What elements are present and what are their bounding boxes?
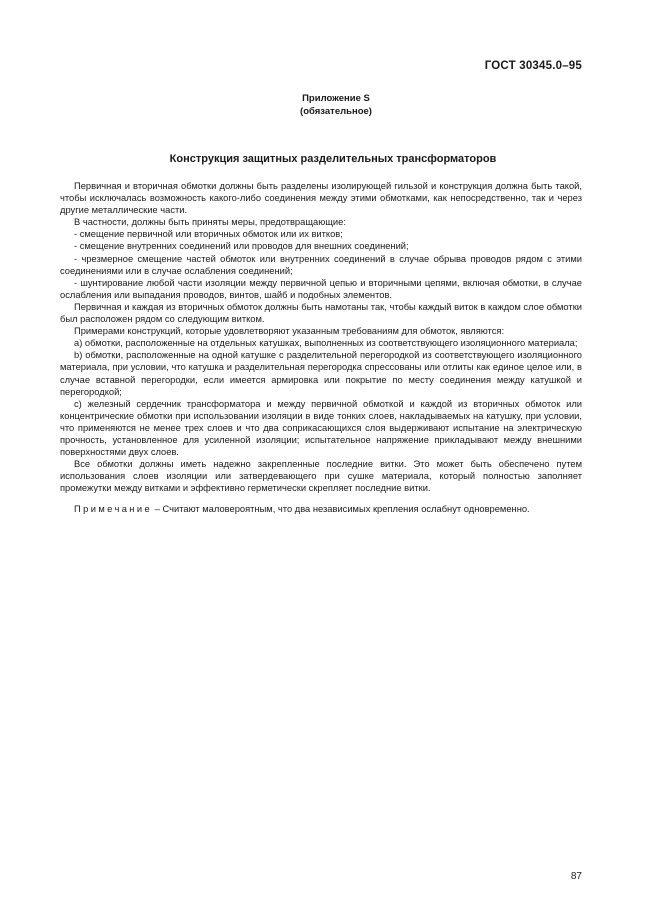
paragraph: В частности, должны быть приняты меры, предотвращающие:: [74, 217, 346, 228]
example-item-a: а) обмотки, расположенные на отдельных катушках, выполненных из соответствующего изоляционного материала;: [74, 338, 578, 349]
paragraph: Первичная и каждая из вторичных обмоток должны быть намотаны так, чтобы каждый виток в каждом слое обмотки был расположен рядом со следующим витком.: [60, 301, 582, 325]
note-label: Примечание: [74, 504, 153, 515]
section-title: [0, 153, 646, 165]
paragraph: Примерами конструкций, которые удовлетворяют указанным требованиям для обмоток, являются:: [74, 326, 505, 337]
paragraph: Первичная и вторичная обмотки должны быть разделены изолирующей гильзой и конструкция должна быть такой, чтобы исключалась возможность какого-либо соединения между этими обмотками, как непосредственно, так и через другие металлические части.: [60, 181, 582, 216]
appendix-title: Приложение S: [302, 93, 370, 104]
document-code: ГОСТ 30345.0–95: [484, 60, 582, 72]
appendix-heading: [0, 92, 646, 118]
list-item: - смещение внутренних соединений или проводов для внешних соединений;: [74, 241, 409, 252]
section-title-text: Конструкция защитных разделительных трансформаторов: [169, 153, 497, 165]
list-item: - шунтирование любой части изоляции между первичной цепью и вторичными цепями, включая обмотки, в случае ослабления или выпадания проводов, винтов, шайб и подобных элементов.: [60, 277, 582, 300]
page-number: 87: [570, 871, 582, 882]
example-item-c: с) железный сердечник трансформатора и между первичной обмоткой и каждой из вторичных обмоток или концентрические обмотки при использовании изоляции в виде тонких слоев, накладываемых на катушку, при условии, что применяются не менее трех слоев и что два соприкасающихся слоя выдерживают испытание на электрическую прочность, установленное для усиленной изоляции; испытательное напряжение прикладывают между внешними поверхностями двух слоев.: [60, 398, 582, 458]
paragraph: Все обмотки должны иметь надежно закрепленные последние витки. Это может быть обеспечено путем использования слоев изоляции или затвердевающего при сушке материала, который полностью заполняет промежутки между витками и эффективно герметически скрепляет последние витки.: [60, 459, 582, 494]
list-item: - смещение первичной или вторичных обмоток или их витков;: [74, 229, 343, 240]
note-text: – Считают маловероятным, что два независимых крепления ослабнут одновременно.: [152, 504, 530, 515]
list-item: - чрезмерное смещение частей обмоток или внутренних соединений в случае обрыва проводов рядом с этими соединениями или в случае ослабления соединений;: [60, 253, 582, 276]
example-item-b: b) обмотки, расположенные на одной катушке с разделительной перегородкой из соответствующего изоляционного материала, при условии, что катушка и разделительная перегородка спрессованы или отлиты как единое целое или, в случае вставной перегородки, если имеется армировка или покрытие по месту соединения между катушкой и перегородкой;: [60, 350, 582, 397]
appendix-status: (обязательное): [300, 106, 372, 117]
note: [60, 503, 582, 515]
body-text: [60, 180, 582, 516]
